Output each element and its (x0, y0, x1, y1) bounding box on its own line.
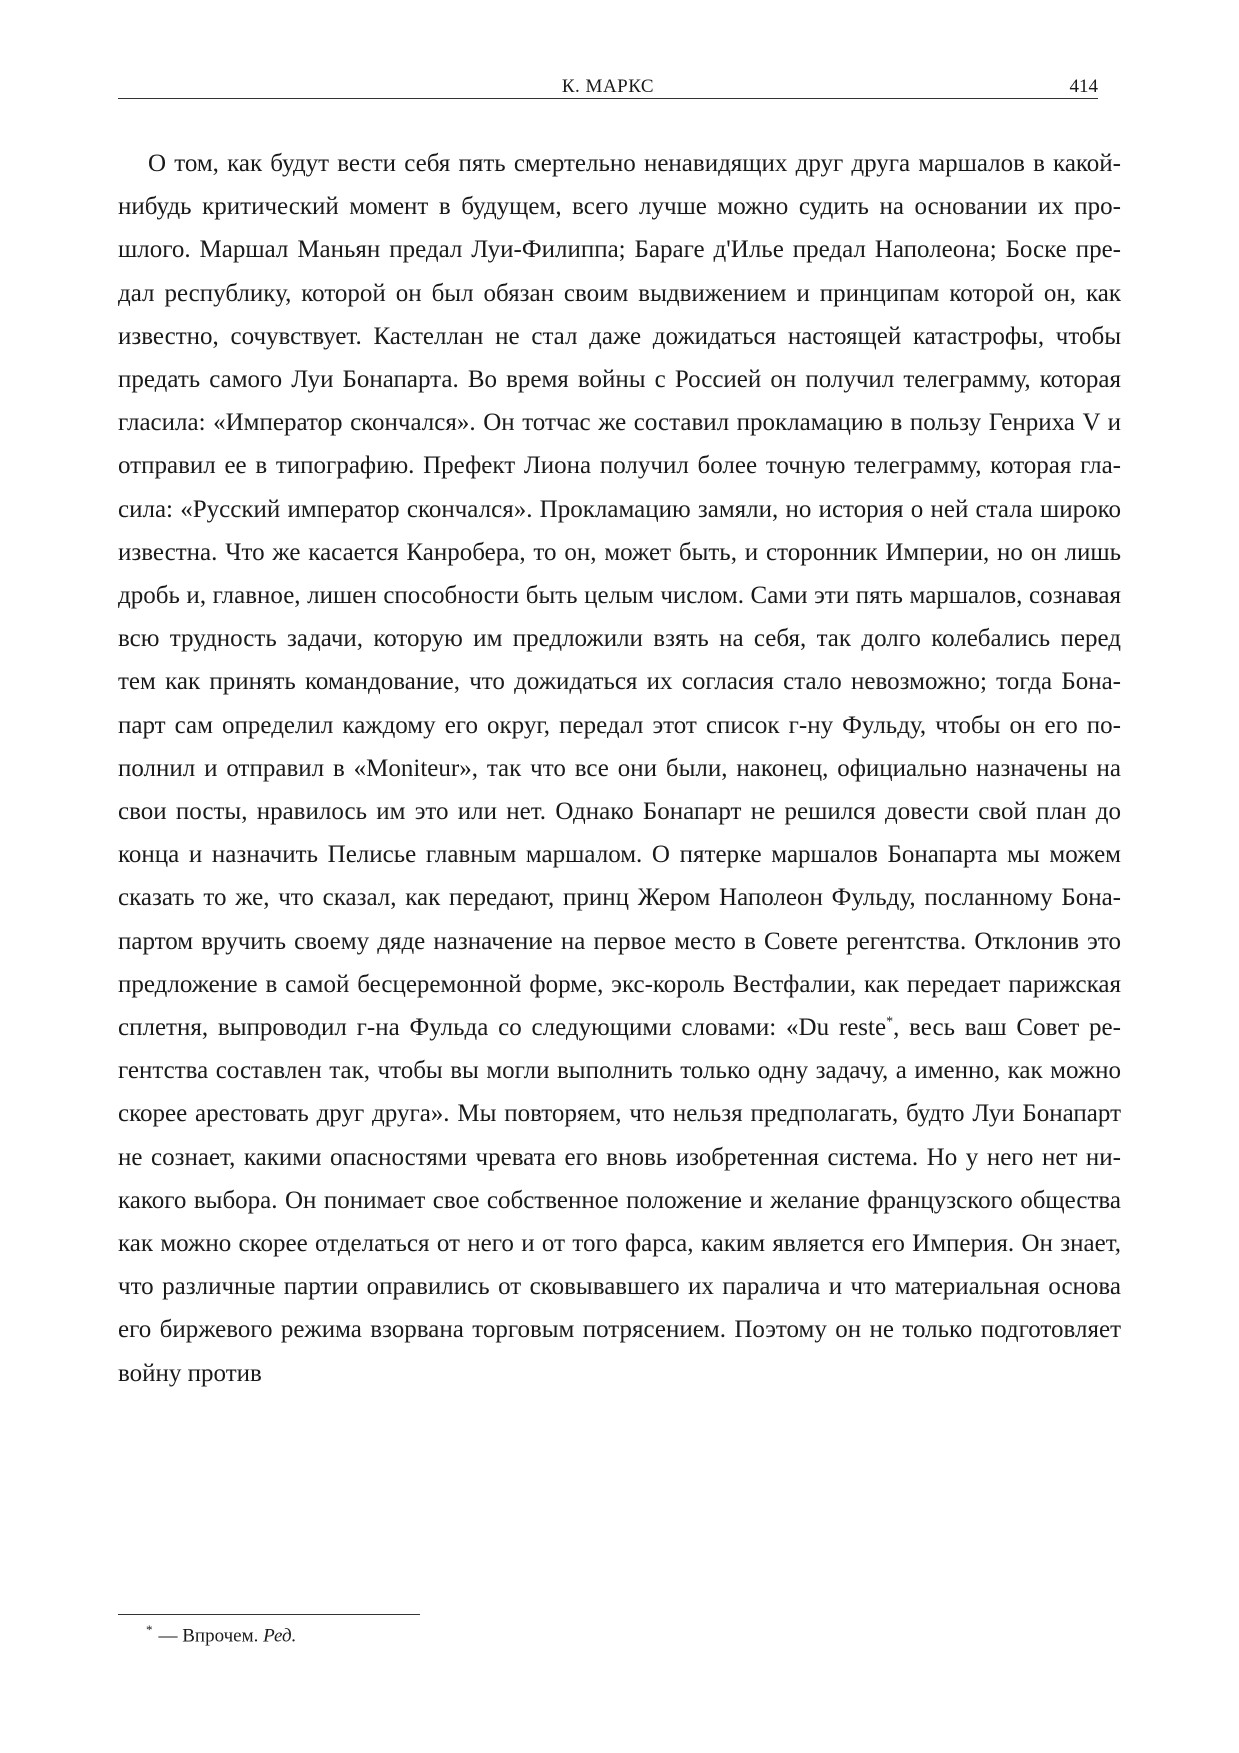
text-line: гласила: «Император скончался». Он тотчас же составил прокламацию в пользу Генриха V и (118, 409, 1121, 437)
text-line: его биржевого режима взорвана торговым потрясением. Поэтому он не только подготовляет (118, 1316, 1121, 1344)
page-number: 414 (1069, 76, 1098, 97)
running-head-author: К. МАРКС (561, 76, 655, 97)
text-line: тем как принять командование, что дожидаться их согласия стало невозможно; тогда Бона- (118, 668, 1121, 696)
text-line: скорее арестовать друг друга». Мы повторяем, что нельзя предполагать, будто Луи Бонапарт (118, 1100, 1121, 1128)
text-line-with-footnote (118, 1006, 1121, 1049)
text-line: известна. Что же касается Канробера, то он, может быть, и сторонник Империи, но он лишь (118, 538, 1121, 566)
text-line: известно, сочувствует. Кастеллан не стал даже дожидаться настоящей катастрофы, чтобы (118, 322, 1121, 350)
text-line: предложение в самой бесцеремонной форме, экс-король Вестфалии, как передает парижская (118, 970, 1121, 998)
text-line: свои посты, нравилось им это или нет. Однако Бонапарт не решился довести свой план до (118, 798, 1121, 826)
main-text (118, 142, 1121, 1395)
footnote-editor-abbr: Ред. (263, 1625, 297, 1647)
footnote-mark: * (146, 1622, 153, 1637)
text-line: как можно скорее отделаться от него и от того фарса, каким является его Империя. Он знает, (118, 1230, 1121, 1258)
text-line: партом вручить своему дяде назначение на первое место в Совете регентства. Отклонив это (118, 927, 1121, 955)
text-line: войну против (118, 1359, 262, 1387)
footnote (146, 1622, 296, 1647)
text-line: что различные партии оправились от сковывавшего их паралича и что материальная основа (118, 1273, 1121, 1301)
paragraph (118, 142, 1121, 1395)
text-line: шлого. Маршал Маньян предал Луи-Филиппа; Бараге д'Илье предал Наполеона; Боске пре- (118, 236, 1121, 264)
text-line: нибудь критический момент в будущем, всего лучше можно судить на основании их про- (118, 193, 1121, 221)
text-line: О том, как будут вести себя пять смертельно ненавидящих друг друга маршалов в какой- (148, 150, 1121, 177)
text-line: всю трудность задачи, которую им предложили взять на себя, так долго колебались перед (118, 625, 1121, 653)
footnote-text: — Впрочем. (158, 1625, 264, 1647)
text-line: парт сам определил каждому его округ, передал этот список г-ну Фульду, чтобы он его по- (118, 711, 1121, 739)
text-segment: , весь ваш Совет ре- (893, 1014, 1121, 1042)
text-segment: сплетня, выпроводил г-на Фульда со следующими словами: «Du reste (118, 1014, 887, 1042)
footnote-reference[interactable]: * (886, 1014, 894, 1030)
text-line: дробь и, главное, лишен способности быть целым числом. Сами эти пять маршалов, сознавая (118, 582, 1121, 610)
footnote-divider (118, 1614, 420, 1615)
text-line: отправил ее в типографию. Префект Лиона получил более точную телеграмму, которая гла- (118, 452, 1121, 480)
text-line: гентства составлен так, чтобы вы могли выполнить только одну задачу, а именно, как можно (118, 1057, 1121, 1085)
text-line: какого выбора. Он понимает свое собственное положение и желание французского общества (118, 1186, 1121, 1214)
text-line: сказать то же, что сказал, как передают, принц Жером Наполеон Фульду, посланному Бона- (118, 884, 1121, 912)
text-line: дал республику, которой он был обязан своим выдвижением и принципам которой он, как (118, 279, 1121, 307)
text-line: предать самого Луи Бонапарта. Во время войны с Россией он получил телеграмму, которая (118, 366, 1121, 394)
running-head (118, 74, 1098, 99)
text-line: сила: «Русский император скончался». Прокламацию замяли, но история о ней стала широко (118, 495, 1121, 523)
text-line: полнил и отправил в «Moniteur», так что все они были, наконец, официально назначены на (118, 754, 1121, 782)
text-line: конца и назначить Пелисье главным маршалом. О пятерке маршалов Бонапарта мы можем (118, 841, 1121, 869)
text-line: не сознает, какими опасностями чревата его вновь изобретенная система. Но у него нет ни- (118, 1143, 1121, 1171)
